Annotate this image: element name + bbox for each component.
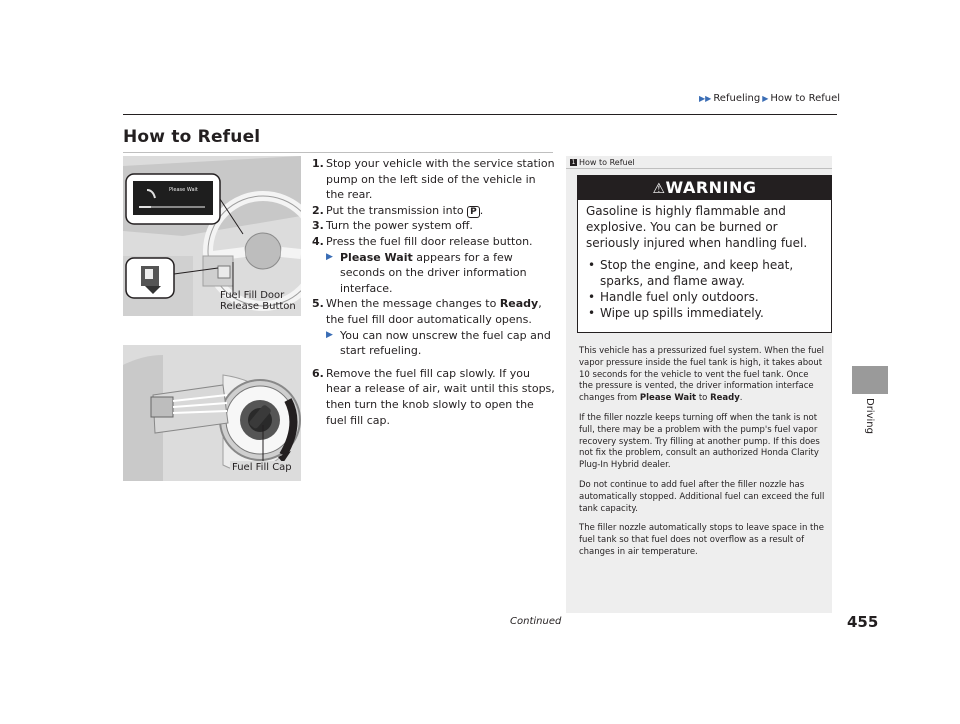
warning-title-bar xyxy=(578,176,831,200)
bold-text: Please Wait xyxy=(639,393,697,404)
step-4 xyxy=(312,234,557,296)
text: . xyxy=(739,393,743,404)
page-number: 455 xyxy=(847,613,879,631)
step-5 xyxy=(312,296,557,358)
warning-item: • Wipe up spills immediately. xyxy=(586,305,830,321)
step-number: 6. xyxy=(312,366,324,380)
step-text: . xyxy=(479,203,484,217)
arrow-icon: ▶ xyxy=(326,329,333,340)
park-key-icon: P xyxy=(467,206,480,218)
warning-intro: Gasoline is highly flammable and explosive. You can be burned or seriously injured when handling fuel. xyxy=(586,204,808,250)
screen-text: Please Wait xyxy=(169,187,198,193)
note-body xyxy=(579,346,825,567)
step-text: , the fuel fill door automatically opens. xyxy=(326,297,542,326)
step-text: Put the transmission into xyxy=(326,203,468,217)
step-2 xyxy=(312,203,557,219)
breadcrumb-part1: Refueling xyxy=(713,93,761,104)
arrow-icon: ▶ xyxy=(326,251,333,262)
sub-text: You can now unscrew the fuel cap and start refueling. xyxy=(340,328,551,358)
text: to xyxy=(696,393,711,404)
side-tab-label: Driving xyxy=(864,398,875,434)
step-text: When the message changes to xyxy=(326,297,500,311)
warning-title: WARNING xyxy=(665,178,757,197)
step-number: 5. xyxy=(312,297,324,311)
bold-text: Please Wait xyxy=(340,250,413,264)
sub-text: appears for a few seconds on the driver information interface. xyxy=(340,250,527,295)
step-3 xyxy=(312,218,557,234)
note-header-rule xyxy=(566,168,832,169)
step-text: Remove the fuel fill cap slowly. If you hear a release of air, wait until this stops, then turn the knob slowly to open the fuel fill cap. xyxy=(326,366,555,427)
warning-item: • Stop the engine, and keep heat, sparks, and flame away. xyxy=(586,257,830,289)
step-number: 3. xyxy=(312,219,324,233)
breadcrumb xyxy=(697,93,840,104)
note-paragraph-4: The filler nozzle automatically stops to leave space in the fuel tank so that fuel does not overflow as a result of changes in air temperature. xyxy=(579,523,824,557)
step-text: Stop your vehicle with the service station pump on the left side of the vehicle in the rear. xyxy=(326,157,555,202)
note-header xyxy=(570,158,635,167)
note-header-text: How to Refuel xyxy=(579,158,635,167)
step-1 xyxy=(312,156,557,203)
callout-line2: Release Button xyxy=(220,301,296,312)
header-rule xyxy=(123,114,837,115)
note-marker-icon: 1 xyxy=(571,159,576,166)
fuel-cap-figure xyxy=(123,345,301,481)
step-5-sub xyxy=(326,328,557,359)
warning-text xyxy=(586,203,830,321)
fuel-fill-cap-callout: Fuel Fill Cap xyxy=(232,462,292,473)
release-button-callout xyxy=(220,290,296,312)
step-text: Press the fuel fill door release button. xyxy=(326,234,533,248)
note-paragraph-3: Do not continue to add fuel after the filler nozzle has automatically stopped. Additional fuel can exceed the full tank capacity. xyxy=(579,479,825,514)
side-tab-white xyxy=(852,394,888,724)
step-text: Turn the power system off. xyxy=(326,219,473,233)
step-6 xyxy=(312,366,557,428)
text: This vehicle has a pressurized fuel system. When the fuel vapor pressure inside the fuel tank is high, it takes about 10 seconds for the vehicle to vent the fuel tank. Once the pressure is vented, the driver information interface changes from xyxy=(579,346,825,404)
step-number: 1. xyxy=(312,157,324,170)
step-list xyxy=(312,156,557,428)
warning-list xyxy=(586,257,830,321)
triangle-icon: ▶▶ xyxy=(699,94,712,103)
title-rule xyxy=(123,152,553,153)
warning-item: • Handle fuel only outdoors. xyxy=(586,289,830,305)
note-paragraph-2: If the filler nozzle keeps turning off when the tank is not full, there may be a problem with the pump's fuel vapor recovery system. Try filling at another pump. If this does not fix the problem, consult an authorized Honda Clarity Plug-In Hybrid dealer. xyxy=(579,412,820,471)
note-paragraph-1 xyxy=(579,346,825,405)
breadcrumb-part2: How to Refuel xyxy=(770,93,841,104)
step-number: 2. xyxy=(312,203,324,217)
page-title: How to Refuel xyxy=(123,127,261,147)
step-number: 4. xyxy=(312,234,324,248)
triangle-icon: ▶ xyxy=(762,94,769,103)
warning-icon: ⚠ xyxy=(652,181,666,197)
continued-label: Continued xyxy=(510,616,562,627)
callout-line1: Fuel Fill Door xyxy=(220,290,285,301)
step-4-sub xyxy=(326,250,557,297)
dashboard-figure xyxy=(123,156,301,316)
bold-text: Ready xyxy=(499,297,539,311)
bold-text: Ready xyxy=(710,393,740,404)
